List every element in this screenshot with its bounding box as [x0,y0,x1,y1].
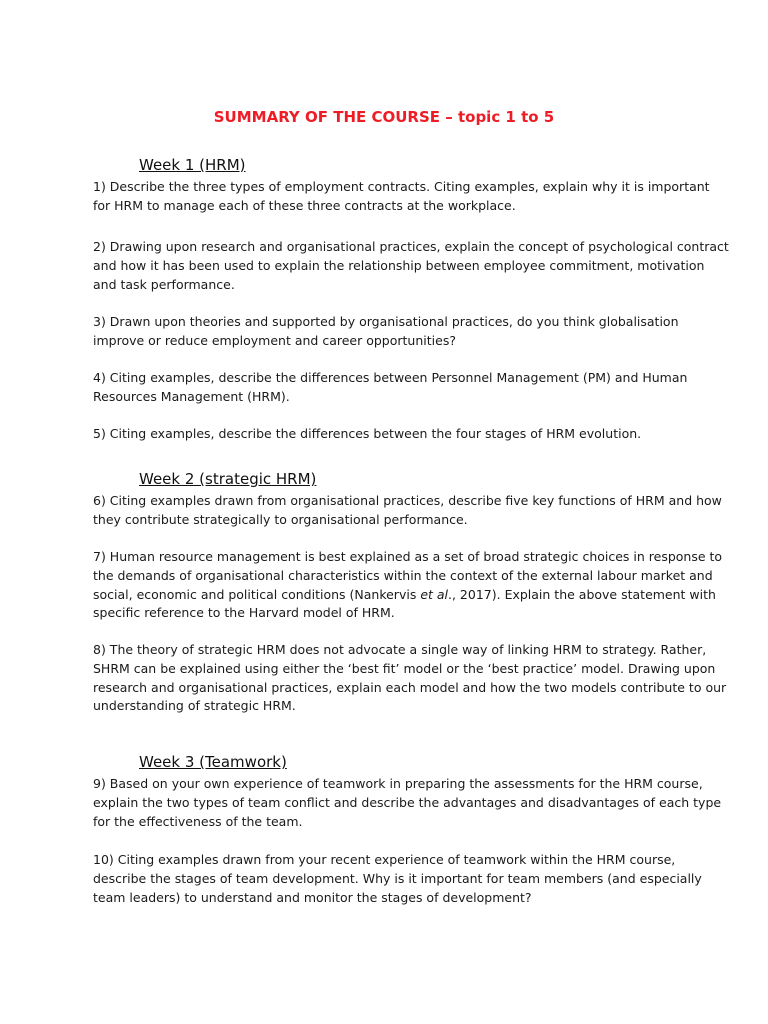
week-3-heading: Week 3 (Teamwork) [139,753,287,771]
question-10 [93,851,702,907]
question-3-line-2: improve or reduce employment and career opportunities? [93,332,456,348]
question-1 [93,178,710,216]
question-7-line-3-pre: social, economic and political conditions (Nankervis [93,586,421,602]
question-10-line-2: describe the stages of team development. Why is it important for team members (and especially [93,870,702,886]
question-7 [93,548,723,623]
question-8-line-2: SHRM can be explained using either the ‘best fit’ model or the ‘best practice’ model. Drawing upon [93,660,716,676]
question-2-line-1: 2) Drawing upon research and organisational practices, explain the concept of psychological contract [93,239,729,254]
question-10-line-1: 10) Citing examples drawn from your recent experience of teamwork within the HRM course, [93,852,676,867]
question-9 [93,775,722,831]
question-2-line-3: and task performance. [93,276,235,292]
question-7-line-2: the demands of organisational characteristics within the context of the external labour market and [93,567,713,583]
question-1-line-2: for HRM to manage each of these three contracts at the workplace. [93,197,516,213]
question-2-line-2: and how it has been used to explain the relationship between employee commitment, motivation [93,257,705,273]
question-10-line-3: team leaders) to understand and monitor the stages of development? [93,889,532,905]
question-7-line-3-italic: et al [420,586,449,602]
question-5 [93,425,673,444]
question-4 [93,369,688,407]
question-8-line-4: understanding of strategic HRM. [93,698,296,714]
question-8-line-1: 8) The theory of strategic HRM does not advocate a single way of linking HRM to strategy. Rather, [93,642,707,657]
question-8 [93,641,727,716]
question-5-line-1: 5) Citing examples, describe the differences between the four stages of HRM evolution. [93,426,642,441]
question-7-line-3-post: ., 2017). Explain the above statement with [448,586,716,602]
question-9-line-2: explain the two types of team conflict and describe the advantages and disadvantages of each type [93,794,722,810]
question-9-line-1: 9) Based on your own experience of teamwork in preparing the assessments for the HRM course, [93,776,703,791]
question-8-line-3: research and organisational practices, explain each model and how the two models contribute to our [93,679,727,695]
question-1-line-1: 1) Describe the three types of employment contracts. Citing examples, explain why it is important [93,179,710,194]
question-6 [93,492,722,530]
question-3 [93,313,679,351]
document-title: SUMMARY OF THE COURSE – topic 1 to 5 [213,108,555,126]
question-7-line-3 [93,586,716,605]
question-4-line-1: 4) Citing examples, describe the differences between Personnel Management (PM) and Human [93,370,688,385]
question-6-line-1: 6) Citing examples drawn from organisational practices, describe five key functions of HRM and how [93,493,722,508]
week-1-heading: Week 1 (HRM) [139,156,246,174]
question-4-line-2: Resources Management (HRM). [93,388,290,404]
week-2-heading: Week 2 (strategic HRM) [139,470,317,488]
question-7-line-4: specific reference to the Harvard model of HRM. [93,605,395,621]
question-7-line-1: 7) Human resource management is best explained as a set of broad strategic choices in response to [93,549,723,564]
question-3-line-1: 3) Drawn upon theories and supported by organisational practices, do you think globalisation [93,314,679,329]
question-9-line-3: for the effectiveness of the team. [93,813,303,829]
question-6-line-2: they contribute strategically to organisational performance. [93,511,468,527]
question-2 [93,238,729,294]
